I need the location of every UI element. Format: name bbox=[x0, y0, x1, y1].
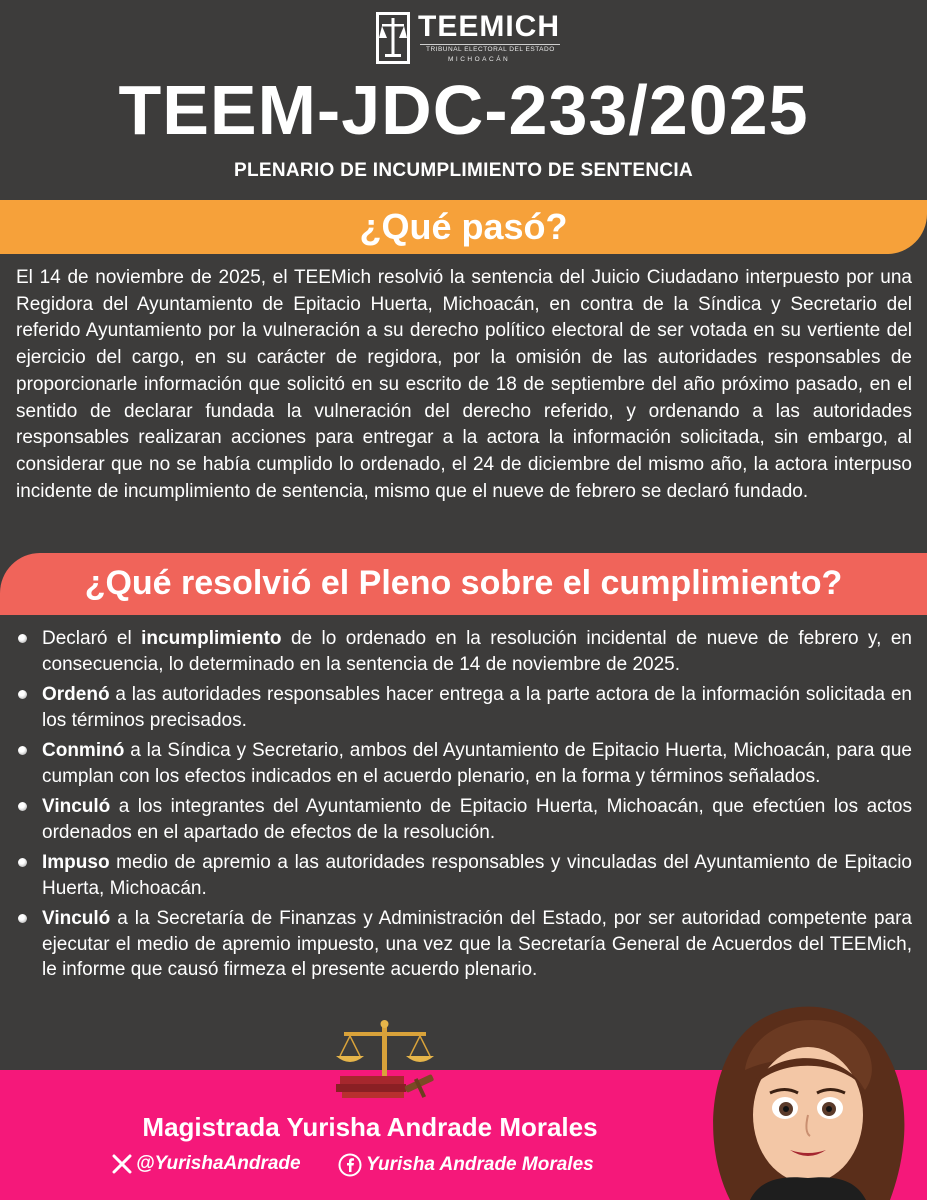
list-item: Ordenó a las autoridades responsables hacer entrega a la parte actora de la información solicitada en los términos precisados. bbox=[18, 682, 912, 733]
logo-wordmark: TEEMICH bbox=[418, 10, 560, 43]
magistrate-avatar bbox=[690, 990, 920, 1200]
document-subtitle: PLENARIO DE INCUMPLIMIENTO DE SENTENCIA bbox=[234, 160, 693, 181]
x-handle: @YurishaAndrade bbox=[136, 1153, 301, 1174]
facebook-icon bbox=[338, 1153, 362, 1177]
scales-of-justice-icon bbox=[330, 1020, 440, 1100]
resolution-list bbox=[18, 626, 912, 988]
bullet-icon bbox=[18, 746, 27, 755]
scales-logo-icon bbox=[376, 12, 410, 64]
logo-subtitle-state: MICHOACÁN bbox=[448, 56, 511, 63]
section-heading-resolution: ¿Qué resolvió el Pleno sobre el cumplimiento? bbox=[0, 553, 927, 615]
teemich-logo bbox=[376, 12, 566, 76]
logo-divider bbox=[420, 44, 560, 45]
case-number-title: TEEM-JDC-233/2025 bbox=[118, 71, 809, 149]
list-item: Conminó a la Síndica y Secretario, ambos del Ayuntamiento de Epitacio Huerta, Michoacán, para que cumplan con los efectos indicados en el acuerdo plenario, en la forma y términos señalados. bbox=[18, 738, 912, 789]
magistrate-signature: Magistrada Yurisha Andrade Morales bbox=[142, 1112, 598, 1142]
logo-subtitle: TRIBUNAL ELECTORAL DEL ESTADO bbox=[426, 46, 555, 53]
x-social-link[interactable] bbox=[112, 1153, 301, 1175]
list-item: Declaró el incumplimiento de lo ordenado en la resolución incidental de nueve de febrero y, en consecuencia, lo determinado en la sentencia de 14 de noviembre de 2025. bbox=[18, 626, 912, 677]
list-item: Impuso medio de apremio a las autoridades responsables y vinculadas del Ayuntamiento de Epitacio Huerta, Michoacán. bbox=[18, 850, 912, 901]
summary-paragraph: El 14 de noviembre de 2025, el TEEMich resolvió la sentencia del Juicio Ciudadano interpuesto por una Regidora del Ayuntamiento de Epitacio Huerta, Michoacán, en contra de la Síndica y Secretario del referido Ayuntamiento por la vulneración a su derecho político electoral de ser votada en su vertiente del ejercicio del cargo, en su carácter de regidora, por la omisión de las autoridades responsables de proporcionarle información que solicitó en su escrito de 18 de septiembre del año próximo pasado, en el sentido de declarar fundada la vulneración del derecho referido, y ordenando a las autoridades responsables realizaran acciones para entregar a la actora la información solicitada, sin embargo, al considerar que no se había cumplido lo ordenado, el 24 de diciembre del mismo año, la actora interpuso incidente de incumplimiento de sentencia, mismo que el nueve de febrero se declaró fundado. bbox=[16, 267, 912, 502]
bullet-icon bbox=[18, 802, 27, 811]
list-item: Vinculó a los integrantes del Ayuntamiento de Epitacio Huerta, Michoacán, que efectúen los actos ordenados en el apartado de efectos de la resolución. bbox=[18, 794, 912, 845]
bullet-icon bbox=[18, 858, 27, 867]
section-heading-what-happened: ¿Qué pasó? bbox=[0, 200, 927, 254]
facebook-social-link[interactable] bbox=[338, 1153, 594, 1177]
facebook-name: Yurisha Andrade Morales bbox=[366, 1154, 594, 1176]
bullet-icon bbox=[18, 634, 27, 643]
x-logo-icon bbox=[112, 1154, 132, 1174]
bullet-icon bbox=[18, 914, 27, 923]
list-item: Vinculó a la Secretaría de Finanzas y Administración del Estado, por ser autoridad competente para ejecutar el medio de apremio impuesto, una vez que la Secretaría General de Acuerdos del TEEMich, le informe que causó firmeza el presente acuerdo plenario. bbox=[18, 906, 912, 983]
bullet-icon bbox=[18, 690, 27, 699]
